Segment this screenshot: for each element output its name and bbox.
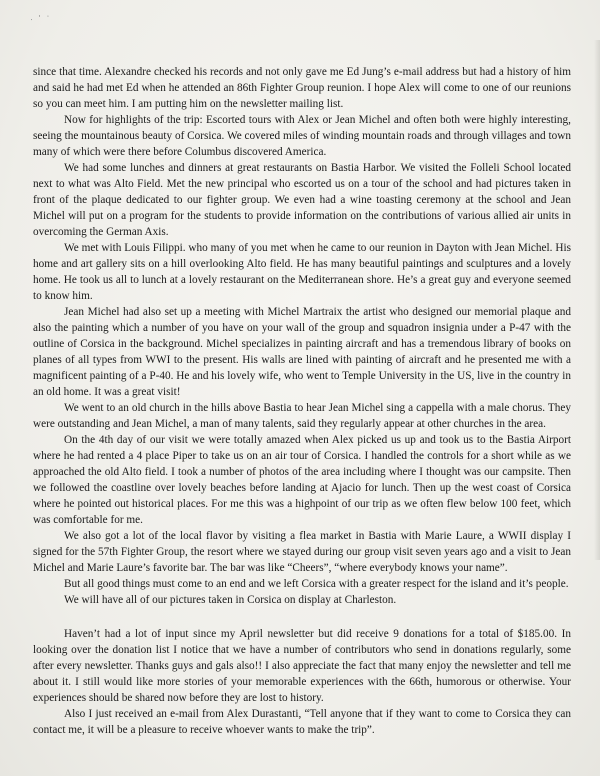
paragraph-10: We will have all of our pictures taken in Corsica on display at Charleston. <box>64 594 397 606</box>
paragraph-5: Jean Michel had also set up a meeting with Michel Martraix the artist who designed our memorial plaque and also the painting which a number of you have on your wall of the group and squadron insignia under a P-47 with the outline of Corsica in the background. Michel specializes in painting aircraft and has a tremendous library of books on planes of all types from WWI to the present. His walls are lined with painting of aircraft and he presented me with a magnificent painting of a P-40. He and his lovely wife, who went to Temple University in the US, live in the country in an old home. It was a great visit! <box>33 306 571 398</box>
paragraph-11: Haven’t had a lot of input since my April newsletter but did receive 9 donations for a total of $185.00. In looking over the donation list I notice that we have a number of contributors who send in donations regularly, some after every newsletter. Thanks guys and gals also!! I also appreciate the fact that many enjoy the newsletter and tell me about it. I still would like more stories of your memorable experiences with the 66th, humorous or otherwise. Your experiences should be shared now before they are lost to history. <box>33 628 571 704</box>
letter-body <box>33 64 571 738</box>
paragraph-8: We also got a lot of the local flavor by visiting a flea market in Bastia with Marie Laure, a WWII display I signed for the 57th Fighter Group, the resort where we stayed during our group visit seven years ago and a visit to Jean Michel and Marie Laure’s favorite bar. The bar was like “Cheers”, “where everybody knows your name”. <box>33 530 571 574</box>
paragraph-7: On the 4th day of our visit we were totally amazed when Alex picked us up and took us to the Bastia Airport where he had rented a 4 place Piper to take us on an air tour of Corsica. I handled the controls for a short while as we approached the old Alto field. I took a number of photos of the area including where I thought was our campsite. Then we followed the coastline over lovely beaches before landing at Ajacio for lunch. Then up the west coast of Corsica where he pointed out historical places. For me this was a highpoint of our trip as we often flew below 100 feet, which was comfortable for me. <box>33 434 571 526</box>
paragraph-6: We went to an old church in the hills above Bastia to hear Jean Michel sing a cappella with a male chorus. They were outstanding and Jean Michel, a man of many talents, said they regularly appear at other churches in the area. <box>33 402 571 430</box>
paragraph-1: since that time. Alexandre checked his records and not only gave me Ed Jung’s e-mail address but had a history of him and said he had met Ed when he attended an 86th Fighter Group reunion. I hope Alex will come to one of our reunions so you can meet him. I am putting him on the newsletter mailing list. <box>33 66 571 110</box>
paragraph-9: But all good things must come to an end and we left Corsica with a greater respect for the island and it’s people. <box>64 578 569 590</box>
paragraph-4: We met with Louis Filippi. who many of you met when he came to our reunion in Dayton with Jean Michel. His home and art gallery sits on a hill overlooking Alto field. He has many beautiful paintings and sculptures and a lovely home. He took us all to lunch at a lovely restaurant on the Mediterranean shore. He’s a great guy and everyone seemed to know him. <box>33 242 571 302</box>
section-gap <box>33 608 571 626</box>
scan-speck-mark: · ’ · <box>29 11 52 25</box>
paragraph-3: We had some lunches and dinners at great restaurants on Bastia Harbor. We visited the Folleli School located next to what was Alto Field. Met the new principal who escorted us on a tour of the school and had pictures taken in front of the plaque dedicated to our fighter group. We even had a wine toasting ceremony at the school and Jean Michel will put on a program for the students to provide information on the contributions of various allied air units in overcoming the German Axis. <box>33 162 571 238</box>
page-edge-shadow <box>594 40 600 560</box>
paragraph-12: Also I just received an e-mail from Alex Durastanti, “Tell anyone that if they want to come to Corsica they can contact me, it will be a pleasure to receive whoever wants to make the trip”. <box>33 708 571 736</box>
paragraph-2: Now for highlights of the trip: Escorted tours with Alex or Jean Michel and often both were highly interesting, seeing the mountainous beauty of Corsica. We covered miles of winding mountain roads and through villages and town many of which were there before Columbus discovered America. <box>33 114 571 158</box>
